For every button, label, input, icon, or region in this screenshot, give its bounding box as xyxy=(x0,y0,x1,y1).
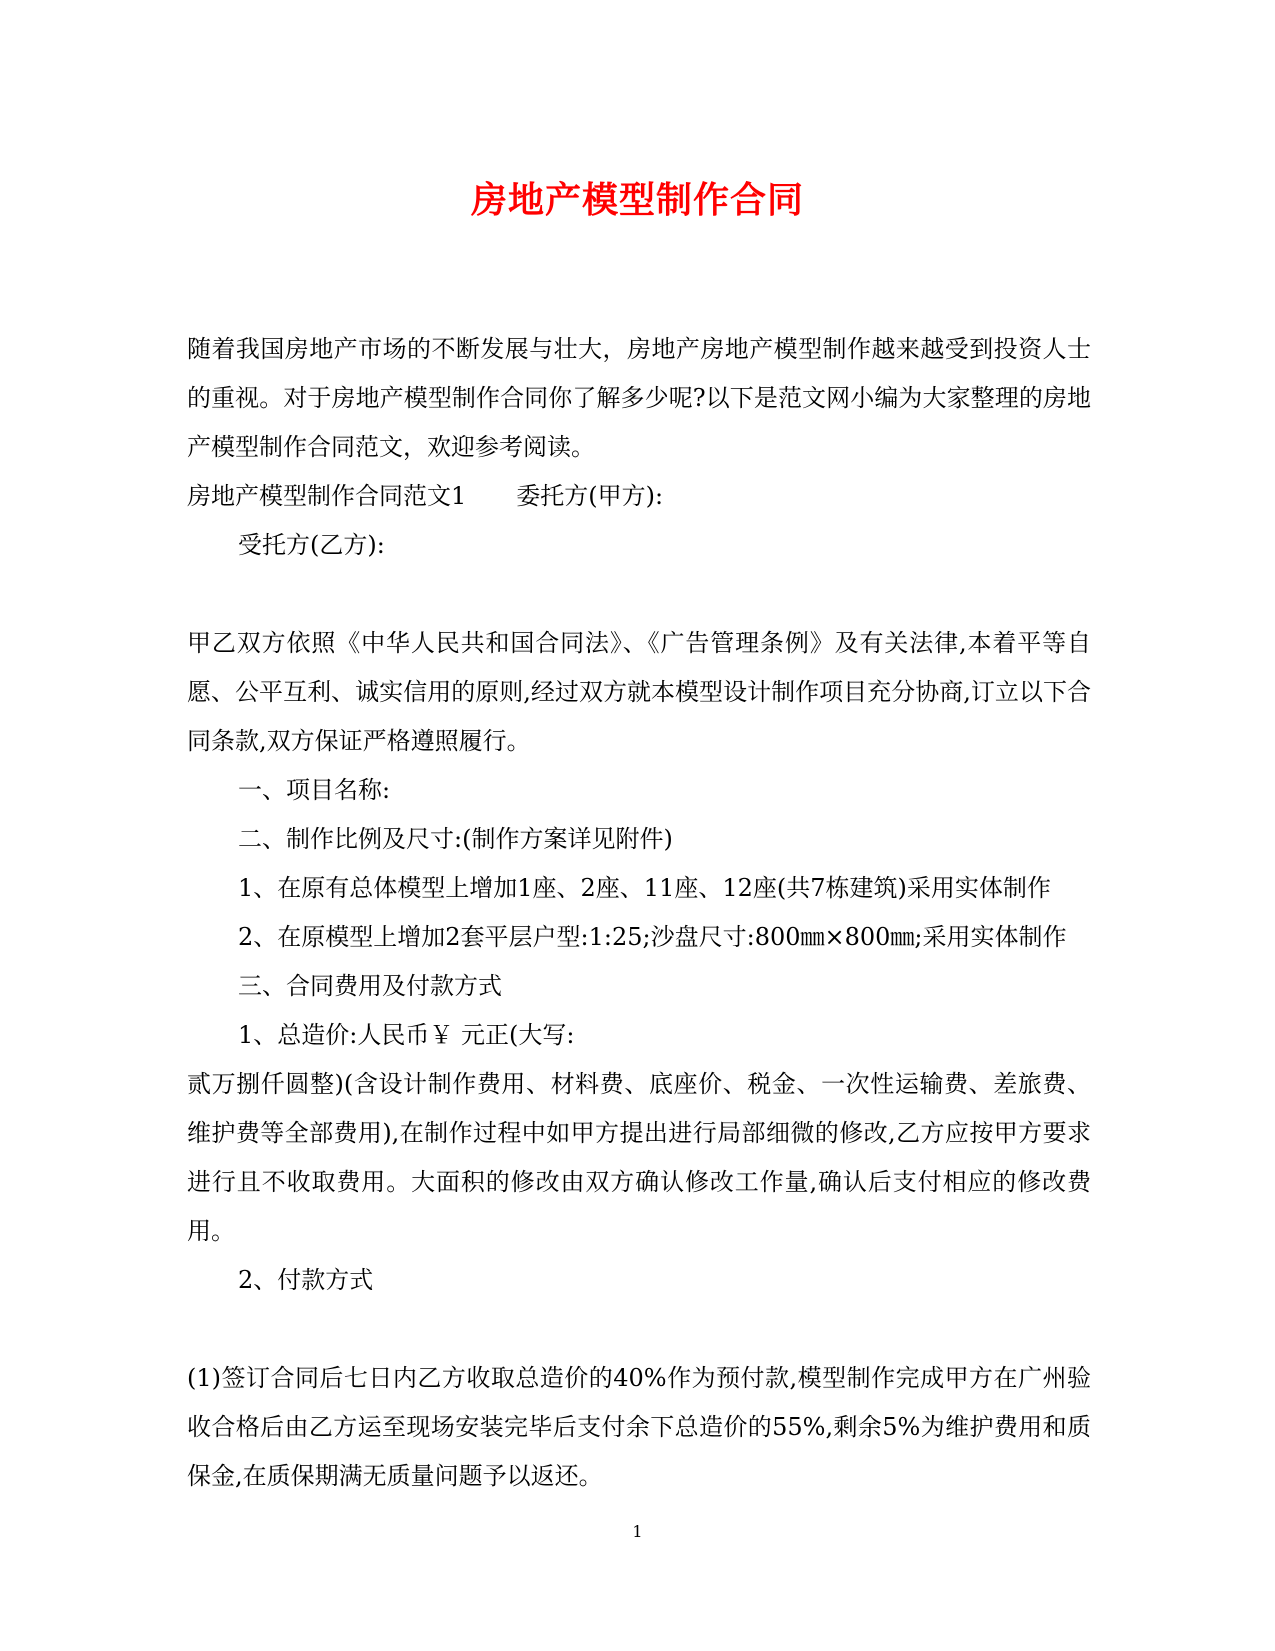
sample-heading-line xyxy=(187,472,1091,521)
clause-total-price: 1、总造价:人民币￥ 元正(大写: xyxy=(238,1021,575,1049)
clause-project-name: 一、项目名称: xyxy=(238,776,391,804)
document-body xyxy=(187,325,1091,1501)
payment-terms-paragraph: (1)签订合同后七日内乙方收取总造价的40%作为预付款,模型制作完成甲方在广州验收合格后由乙方运至现场安装完毕后支付余下总造价的55%,剩余5%为维护费用和质保金,在质保期满无质量问题予以返还。 xyxy=(187,1364,1091,1490)
sample-title: 房地产模型制作合同范文1 xyxy=(187,482,467,510)
clause-scale-size: 二、制作比例及尺寸:(制作方案详见附件) xyxy=(238,825,673,853)
intro-paragraph: 随着我国房地产市场的不断发展与壮大，房地产房地产模型制作越来越受到投资人士的重视。对于房地产模型制作合同你了解多少呢?以下是范文网小编为大家整理的房地产模型制作合同范文，欢迎参考阅读。 xyxy=(187,335,1091,461)
document-title: 房地产模型制作合同 xyxy=(470,180,804,221)
preamble-paragraph: 甲乙双方依照《中华人民共和国合同法》、《广告管理条例》及有关法律,本着平等自愿、公平互利、诚实信用的原则,经过双方就本模型设计制作项目充分协商,订立以下合同条款,双方保证严格遵照履行。 xyxy=(187,629,1091,755)
clause-total-price-detail: 贰万捌仟圆整)(含设计制作费用、材料费、底座价、税金、一次性运输费、差旅费、维护费等全部费用),在制作过程中如甲方提出进行局部细微的修改,乙方应按甲方要求进行且不收取费用。大面积的修改由双方确认修改工作量,确认后支付相应的修改费用。 xyxy=(187,1070,1091,1245)
clause-fees-payment: 三、合同费用及付款方式 xyxy=(238,972,502,1000)
party-b-label: 受托方(乙方): xyxy=(238,531,385,559)
party-a-label: 委托方(甲方): xyxy=(516,482,664,510)
clause-payment-method: 2、付款方式 xyxy=(238,1266,374,1294)
clause-scale-item-1: 1、在原有总体模型上增加1座、2座、11座、12座(共7栋建筑)采用实体制作 xyxy=(238,874,1051,902)
clause-scale-item-2: 2、在原模型上增加2套平层户型:1:25;沙盘尺寸:800㎜×800㎜;采用实体制作 xyxy=(238,923,1067,951)
page-number: 1 xyxy=(632,1522,643,1541)
